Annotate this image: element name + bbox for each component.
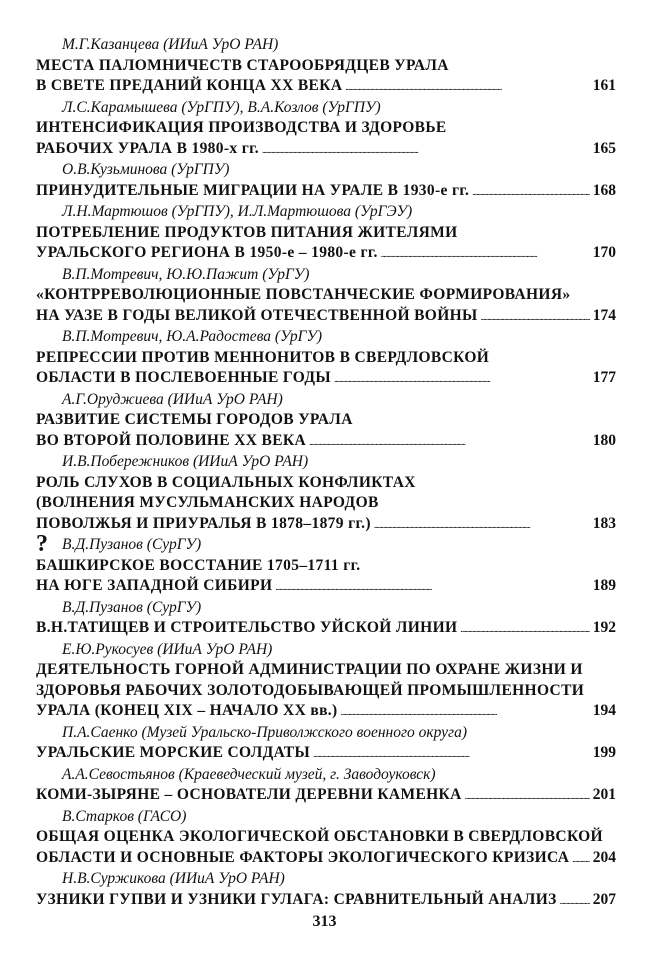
toc-entry-page: 192 [592,619,616,636]
toc-entry-title-line [36,76,616,98]
dot-leader [560,890,590,912]
toc-entry-author [36,723,616,744]
toc-entry [36,598,616,640]
toc-entry-author [36,869,616,890]
toc-entry-title-line [36,785,616,807]
question-mark-annotation: ? [36,531,48,557]
toc-entry-author-text: В.П.Мотревич, Ю.А.Радостева (УрГУ) [62,328,323,345]
toc-entry-title-line [36,660,616,681]
toc-entry-author-text: М.Г.Казанцева (ИИиА УрО РАН) [62,36,279,53]
toc-entry-title-text: РАЗВИТИЕ СИСТЕМЫ ГОРОДОВ УРАЛА [36,411,353,428]
toc-entry-title-text: НА УАЗЕ В ГОДЫ ВЕЛИКОЙ ОТЕЧЕСТВЕННОЙ ВОЙНЫ [36,306,478,324]
toc-entry-title-line [36,618,616,640]
toc-entry-title-text: «КОНТРРЕВОЛЮЦИОННЫЕ ПОВСТАНЧЕСКИЕ ФОРМИРОВАНИЯ» [36,286,571,303]
dot-leader [472,181,590,203]
toc-entry-author-text: Л.С.Карамышева (УрГПУ), В.А.Козлов (УрГПУ) [62,98,381,116]
toc-entry [36,531,616,598]
dot-leader [381,243,590,265]
toc-entry [36,160,616,202]
toc-entry-author-text: А.А.Севостьянов (Краеведческий музей, г. Заводоуковск) [62,765,436,783]
toc-entry-title-line [36,701,616,723]
toc-entry-author-text: А.Г.Оруджиева (ИИиА УрО РАН) [62,390,283,408]
toc-entry-author [36,765,616,786]
toc-entry-author [36,807,616,828]
toc-entry-title-line [36,223,616,244]
table-of-contents [36,35,616,911]
toc-entry-title-text: БАШКИРСКОЕ ВОССТАНИЕ 1705–1711 гг. [36,556,361,574]
toc-entry-author [36,160,616,181]
toc-entry-title-line [36,890,616,912]
toc-entry-page: 204 [592,848,616,866]
dot-leader [341,701,590,723]
toc-entry-page: 177 [592,369,616,386]
toc-entry-page: 170 [592,244,616,261]
toc-entry [36,327,616,390]
toc-entry-title-line [36,243,616,265]
toc-entry-title-text: УРАЛЬСКИЕ МОРСКИЕ СОЛДАТЫ [36,744,311,761]
toc-entry-page: 199 [592,744,616,761]
toc-entry-author-text: Е.Ю.Рукосуев (ИИиА УрО РАН) [62,640,273,658]
dot-leader [572,848,589,870]
dot-leader [309,431,590,453]
toc-entry-title-text: ИНТЕНСИФИКАЦИЯ ПРОИЗВОДСТВА И ЗДОРОВЬЕ [36,119,447,136]
toc-entry-title-line [36,473,616,494]
toc-entry-title-text: УЗНИКИ ГУПВИ И УЗНИКИ ГУЛАГА: СРАВНИТЕЛЬНЫЙ АНАЛИЗ [36,890,557,908]
toc-entry [36,202,616,265]
toc-entry [36,35,616,98]
toc-entry-author [36,640,616,661]
dot-leader [465,785,590,807]
toc-entry-title-text: УРАЛЬСКОГО РЕГИОНА В 1950-е – 1980-е гг. [36,244,378,261]
toc-entry-author [36,98,616,119]
toc-entry [36,723,616,765]
toc-entry-title-line [36,118,616,139]
dot-leader [313,743,590,765]
toc-entry-title-line [36,181,616,203]
toc-entry-author [36,390,616,411]
toc-entry [36,869,616,911]
toc-entry [36,640,616,723]
toc-entry [36,265,616,328]
toc-entry-page: 189 [592,577,616,594]
toc-entry-title-line [36,348,616,369]
toc-entry-title-text: НА ЮГЕ ЗАПАДНОЙ СИБИРИ [36,577,273,594]
toc-entry-title-text: ОБЛАСТИ И ОСНОВНЫЕ ФАКТОРЫ ЭКОЛОГИЧЕСКОГО КРИЗИСА [36,848,570,866]
toc-entry-page: 207 [592,890,616,908]
toc-entry-title-text: В СВЕТЕ ПРЕДАНИЙ КОНЦА XX ВЕКА [36,77,343,94]
toc-entry-title-text: ПОТРЕБЛЕНИЕ ПРОДУКТОВ ПИТАНИЯ ЖИТЕЛЯМИ [36,223,458,241]
toc-entry-title-line [36,681,616,702]
toc-entry-page: 168 [592,181,616,199]
toc-entry-title-line [36,139,616,161]
toc-entry-author-text: Л.Н.Мартюшов (УрГПУ), И.Л.Мартюшова (УрГЭУ) [62,203,413,220]
toc-entry-title-text: РОЛЬ СЛУХОВ В СОЦИАЛЬНЫХ КОНФЛИКТАХ [36,473,416,491]
toc-entry-author [36,265,616,286]
toc-entry-author-text: И.В.Побережников (ИИиА УрО РАН) [62,453,309,470]
toc-entry-author-text: П.А.Саенко (Музей Уральско-Приволжского военного округа) [62,723,468,741]
toc-entry-page: 183 [592,514,616,532]
toc-entry [36,390,616,453]
dot-leader [334,368,590,390]
toc-entry-title-text: ВО ВТОРОЙ ПОЛОВИНЕ XX ВЕКА [36,431,307,449]
toc-entry [36,98,616,161]
toc-entry-author [36,598,616,619]
toc-entry-title-text: ПРИНУДИТЕЛЬНЫЕ МИГРАЦИИ НА УРАЛЕ В 1930-е гг. [36,181,470,199]
dot-leader [374,514,590,536]
toc-entry [36,765,616,807]
toc-entry-title-line [36,431,616,453]
toc-entry-author-text: Н.В.Суржикова (ИИиА УрО РАН) [62,870,285,887]
toc-entry-title-text: КОМИ-ЗЫРЯНЕ – ОСНОВАТЕЛИ ДЕРЕВНИ КАМЕНКА [36,786,462,803]
dot-leader [262,139,590,161]
toc-entry-author [36,531,616,557]
toc-entry-author [36,452,616,473]
toc-entry-author-text: О.В.Кузьминова (УрГПУ) [62,161,230,178]
toc-entry-author-text: В.Д.Пузанов (СурГУ) [62,598,202,616]
toc-entry-title-line [36,576,616,598]
toc-entry-author [36,35,616,56]
toc-entry-title-line [36,514,616,536]
toc-entry-page: 174 [592,306,616,324]
toc-entry [36,807,616,870]
dot-leader [460,618,589,640]
toc-entry-title-line [36,827,616,848]
toc-entry-author-text: В.Д.Пузанов (СурГУ) [62,536,202,553]
toc-entry-title-text: ОБЛАСТИ В ПОСЛЕВОЕННЫЕ ГОДЫ [36,369,331,386]
toc-entry-page: 194 [592,702,616,719]
toc-entry-title-text: РАБОЧИХ УРАЛА В 1980-х гг. [36,139,259,157]
dot-leader [275,576,589,598]
toc-entry-title-text: МЕСТА ПАЛОМНИЧЕСТВ СТАРООБРЯДЦЕВ УРАЛА [36,56,449,74]
toc-entry-page: 180 [592,431,616,449]
toc-entry-title-line [36,368,616,390]
toc-entry-title-text: ОБЩАЯ ОЦЕНКА ЭКОЛОГИЧЕСКОЙ ОБСТАНОВКИ В СВЕРДЛОВСКОЙ [36,828,603,845]
toc-entry-title-line [36,743,616,765]
toc-entry-title-line [36,848,616,870]
toc-entry-title-text: ДЕЯТЕЛЬНОСТЬ ГОРНОЙ АДМИНИСТРАЦИИ ПО ОХРАНЕ ЖИЗНИ И [36,661,583,678]
toc-entry-author-text: В.П.Мотревич, Ю.Ю.Пажит (УрГУ) [62,265,310,283]
toc-entry-author [36,202,616,223]
toc-entry [36,452,616,535]
toc-entry-author [36,327,616,348]
toc-entry-page: 165 [592,139,616,157]
toc-entry-title-text: РЕПРЕССИИ ПРОТИВ МЕННОНИТОВ В СВЕРДЛОВСКОЙ [36,348,490,366]
toc-entry-title-line [36,556,616,577]
toc-entry-title-text: (ВОЛНЕНИЯ МУСУЛЬМАНСКИХ НАРОДОВ [36,494,379,511]
toc-entry-page: 201 [592,786,616,803]
page-number: 313 [312,913,337,930]
toc-entry-author-text: В.Старков (ГАСО) [62,807,187,825]
toc-entry-title-line [36,306,616,328]
toc-entry-title-line [36,56,616,77]
toc-entry-title-text: УРАЛА (КОНЕЦ XIX – НАЧАЛО XX вв.) [36,702,338,719]
dot-leader [481,306,590,328]
toc-entry-page: 161 [592,77,616,94]
toc-entry-title-text: ЗДОРОВЬЯ РАБОЧИХ ЗОЛОТОДОБЫВАЮЩЕЙ ПРОМЫШЛЕННОСТИ [36,681,585,699]
toc-entry-title-text: В.Н.ТАТИЩЕВ И СТРОИТЕЛЬСТВО УЙСКОЙ ЛИНИИ [36,619,458,636]
toc-entry-title-line [36,410,616,431]
toc-entry-title-line [36,285,616,306]
toc-entry-title-text: ПОВОЛЖЬЯ И ПРИУРАЛЬЯ В 1878–1879 гг.) [36,514,371,532]
toc-entry-title-line [36,493,616,514]
dot-leader [345,76,589,98]
